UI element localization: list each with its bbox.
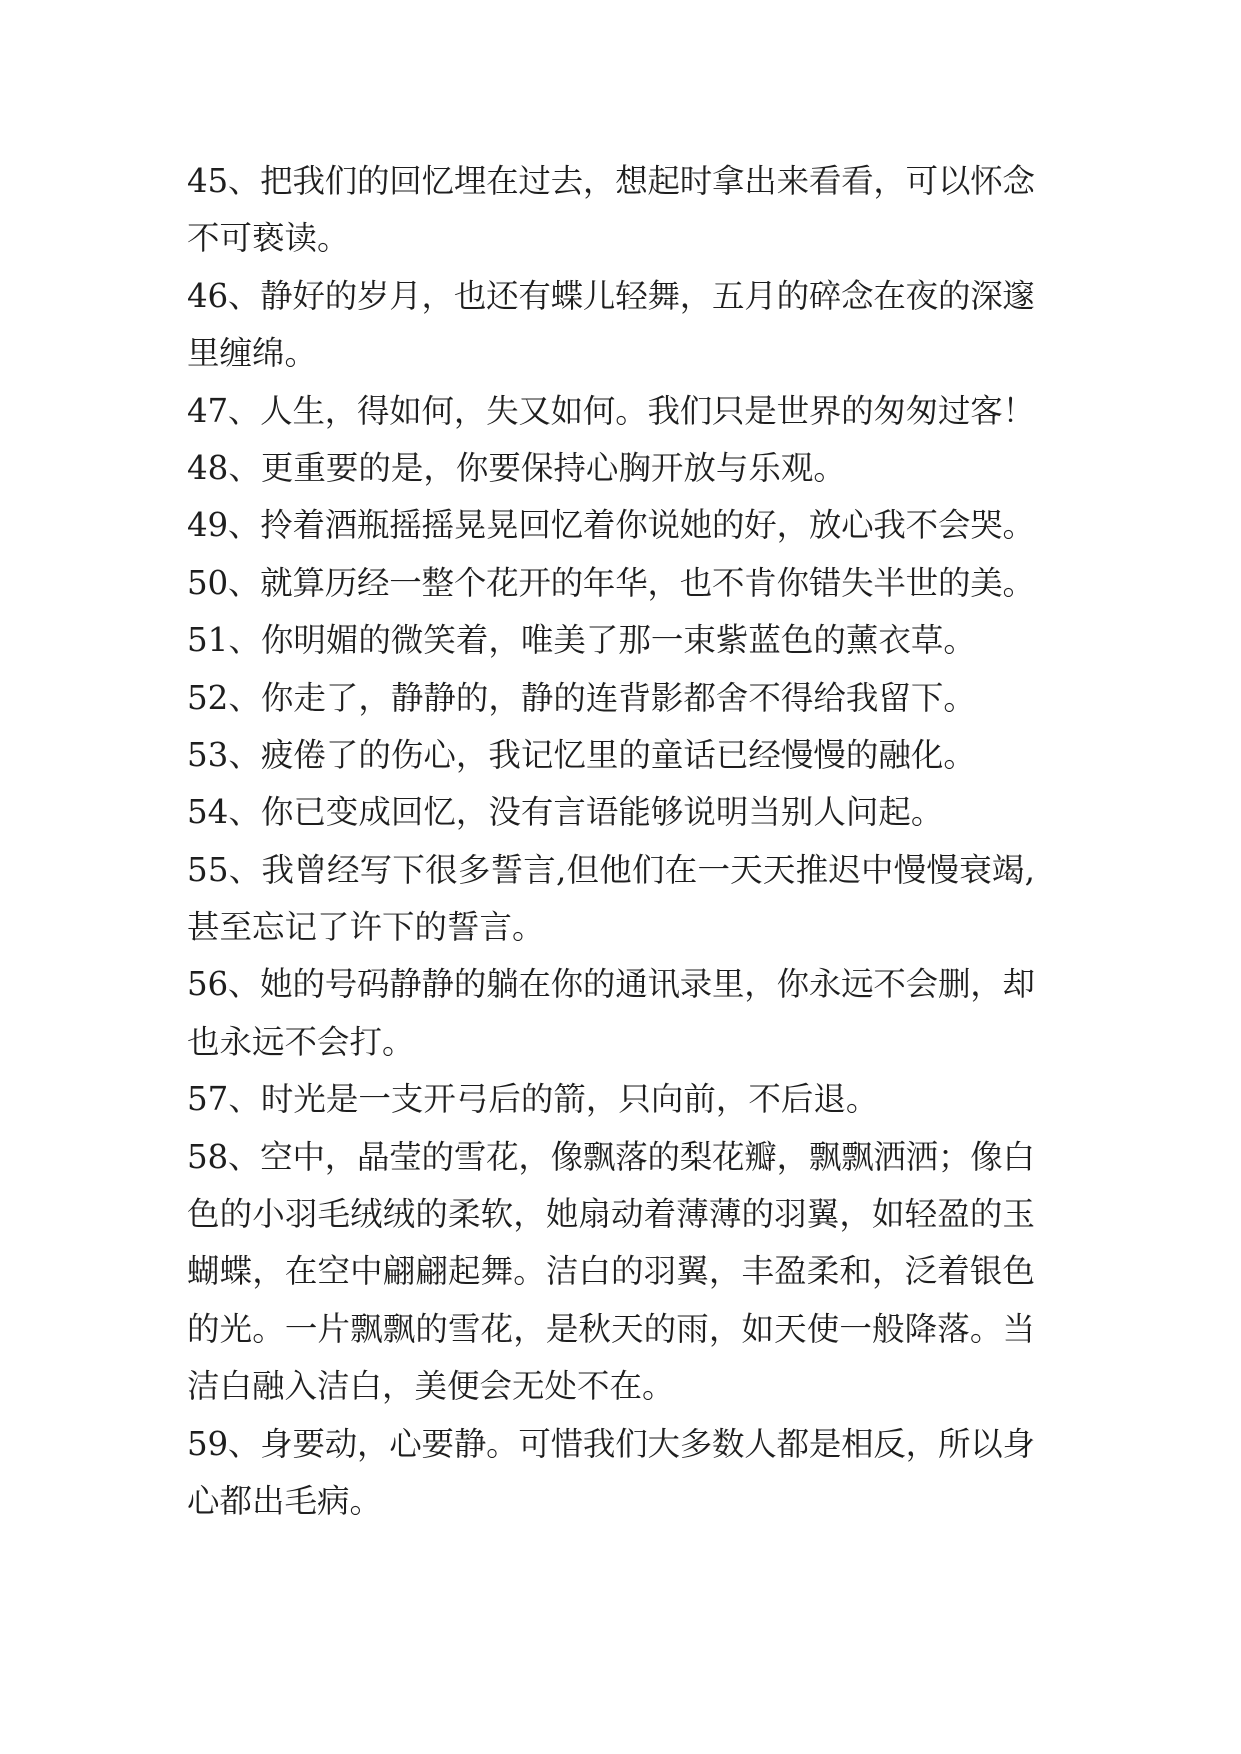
entry-line: 55、我曾经写下很多誓言,但他们在一天天推迟中慢慢衰竭,: [187, 850, 1036, 889]
list-item: [187, 784, 1035, 841]
list-item: [187, 268, 1035, 383]
list-item: [187, 153, 1035, 268]
text-body: [187, 153, 1035, 1530]
entry-line: 色的小羽毛绒绒的柔软，她扇动着薄薄的羽翼，如轻盈的玉: [187, 1195, 1036, 1234]
list-item: [187, 956, 1035, 1071]
entry-line: 的光。一片飘飘的雪花，是秋天的雨，如天使一般降落。当: [187, 1309, 1036, 1348]
entry-line: 蝴蝶，在空中翩翩起舞。洁白的羽翼，丰盈柔和，泛着银色: [187, 1252, 1036, 1291]
list-item: [187, 555, 1035, 612]
entry-line: 56、她的号码静静的躺在你的通讯录里，你永远不会删，却: [187, 965, 1035, 1004]
list-item: [187, 727, 1035, 784]
list-item: [187, 670, 1035, 727]
entry-line: 54、你已变成回忆，没有言语能够说明当别人问起。: [187, 793, 944, 832]
list-item: [187, 1071, 1035, 1128]
entry-line: 51、你明媚的微笑着，唯美了那一束紫蓝色的薰衣草。: [187, 621, 976, 660]
entry-line: 46、静好的岁月，也还有蝶儿轻舞，五月的碎念在夜的深邃: [187, 276, 1035, 315]
list-item: [187, 612, 1035, 669]
list-item: [187, 497, 1035, 554]
entry-line: 心都出毛病。: [187, 1481, 383, 1520]
entry-line: 47、人生，得如何，失又如何。我们只是世界的匆匆过客！: [187, 391, 1035, 430]
entry-line: 洁白融入洁白，美便会无处不在。: [187, 1367, 675, 1406]
list-item: [187, 1416, 1035, 1531]
list-item: [187, 1129, 1035, 1416]
entry-line: 52、你走了，静静的，静的连背影都舍不得给我留下。: [187, 678, 976, 717]
list-item: [187, 842, 1035, 957]
list-item: [187, 440, 1035, 497]
entry-line: 不可亵读。: [187, 219, 350, 258]
entry-line: 48、更重要的是，你要保持心胸开放与乐观。: [187, 448, 846, 487]
entry-line: 里缠绵。: [187, 334, 318, 373]
entry-line: 也永远不会打。: [187, 1022, 415, 1061]
entry-line: 53、疲倦了的伤心，我记忆里的童话已经慢慢的融化。: [187, 735, 976, 774]
entry-line: 45、把我们的回忆埋在过去，想起时拿出来看看，可以怀念: [187, 162, 1035, 200]
entry-line: 49、拎着酒瓶摇摇晃晃回忆着你说她的好，放心我不会哭。: [187, 506, 1035, 545]
entry-line: 59、身要动，心要静。可惜我们大多数人都是相反，所以身: [187, 1424, 1035, 1463]
entry-line: 58、空中，晶莹的雪花，像飘落的梨花瓣，飘飘洒洒；像白: [187, 1137, 1035, 1176]
entry-line: 57、时光是一支开弓后的箭，只向前，不后退。: [187, 1080, 879, 1119]
list-item: [187, 383, 1035, 440]
entry-line: 50、就算历经一整个花开的年华，也不肯你错失半世的美。: [187, 563, 1035, 602]
entry-line: 甚至忘记了许下的誓言。: [187, 908, 545, 947]
